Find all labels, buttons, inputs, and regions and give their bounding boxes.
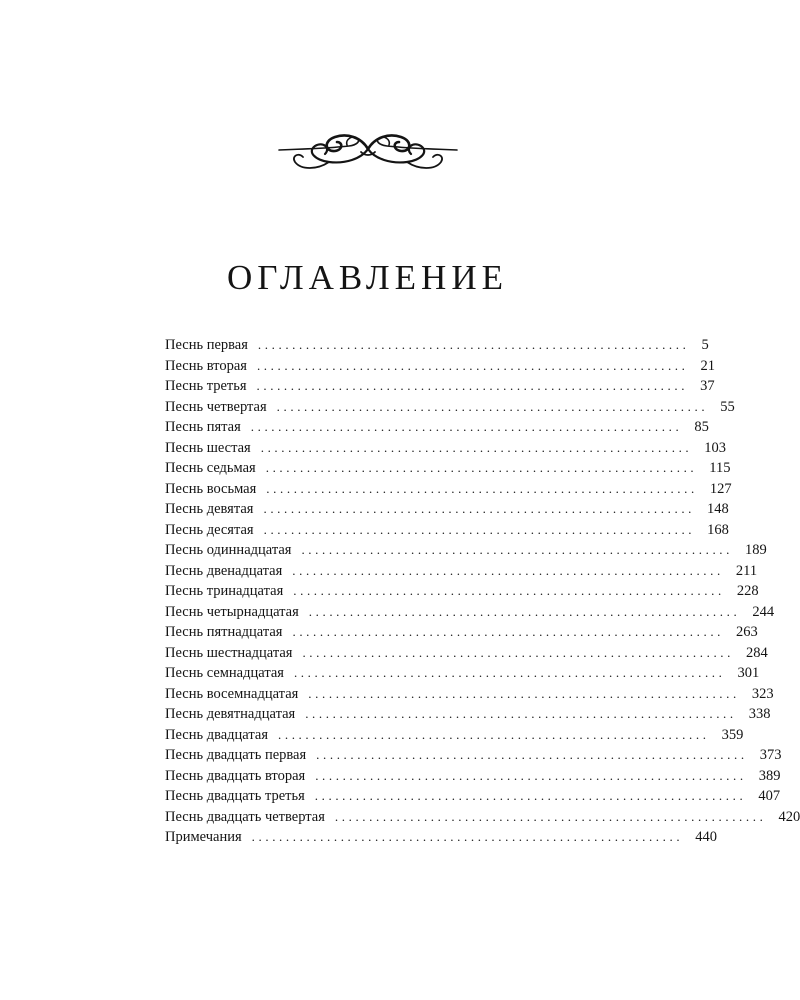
- toc-entry[interactable]: [165, 540, 767, 561]
- dot-leader: ...............................................................: [250, 419, 683, 434]
- toc-entry-title: Песнь тринадцатая: [165, 583, 284, 599]
- toc-entry-title: Песнь десятая: [165, 521, 254, 538]
- toc-entry[interactable]: [165, 786, 781, 807]
- toc-entry-page-number: 323: [751, 685, 774, 702]
- toc-entry-page-number: 21: [700, 357, 716, 374]
- toc-entry-title: Песнь четырнадцатая: [165, 603, 299, 620]
- dot-leader: ...............................................................: [334, 808, 767, 824]
- toc-entry[interactable]: [165, 602, 775, 623]
- toc-entry-page-number: 359: [721, 726, 744, 743]
- toc-entry-page-number: 338: [748, 706, 771, 722]
- dot-leader: ...............................................................: [257, 337, 690, 352]
- toc-entry[interactable]: [165, 643, 768, 664]
- toc-entry-page-number: 115: [709, 460, 731, 476]
- dot-leader: ...............................................................: [292, 624, 725, 639]
- toc-entry-page-number: 284: [746, 644, 768, 661]
- toc-entry-title: Песнь девятнадцатая: [165, 706, 296, 722]
- toc-entry-page-number: 228: [736, 583, 759, 599]
- toc-entry-title: Песнь девятая: [165, 501, 254, 517]
- toc-entry-title: Песнь третья: [165, 378, 247, 394]
- flourish-ornament-icon: [277, 128, 459, 174]
- toc-entry-page-number: 55: [720, 398, 735, 415]
- toc-entry-page-number: 301: [737, 665, 760, 681]
- toc-entry-page-number: 244: [752, 603, 775, 620]
- toc-entry-page-number: 37: [700, 378, 715, 394]
- dot-leader: ...............................................................: [292, 562, 724, 578]
- table-of-contents: [165, 335, 800, 848]
- dot-leader: ...............................................................: [266, 480, 698, 496]
- dot-leader: ...............................................................: [256, 378, 689, 393]
- dot-leader: ...............................................................: [276, 398, 709, 414]
- toc-entry-page-number: 263: [736, 624, 758, 640]
- toc-entry[interactable]: [165, 827, 717, 848]
- toc-entry-page-number: 211: [735, 562, 758, 579]
- toc-entry[interactable]: [165, 376, 715, 397]
- toc-entry[interactable]: [165, 499, 729, 520]
- dot-leader: ...............................................................: [260, 439, 693, 455]
- toc-entry-title: Песнь семнадцатая: [165, 665, 284, 681]
- toc-entry-title: Песнь одиннадцатая: [165, 542, 292, 558]
- dot-leader: ...............................................................: [302, 644, 735, 660]
- dot-leader: ...............................................................: [251, 829, 684, 844]
- dot-leader: ...............................................................: [301, 542, 734, 557]
- toc-entry[interactable]: [165, 622, 758, 643]
- dot-leader: ...............................................................: [316, 747, 748, 762]
- toc-entry-page-number: 5: [701, 337, 709, 353]
- toc-entry-page-number: 440: [695, 829, 717, 845]
- dot-leader: ...............................................................: [278, 726, 710, 742]
- toc-entry[interactable]: [165, 725, 744, 746]
- toc-entry[interactable]: [165, 561, 758, 582]
- toc-entry-page-number: 127: [709, 480, 732, 497]
- toc-entry[interactable]: [165, 438, 727, 459]
- toc-entry-title: Песнь шестнадцатая: [165, 644, 293, 661]
- toc-entry-page-number: 420: [778, 808, 800, 825]
- toc-entry-title: Песнь двадцать вторая: [165, 767, 306, 784]
- dot-leader: ...............................................................: [256, 357, 689, 373]
- toc-entry-page-number: 189: [745, 542, 767, 558]
- dot-leader: ...............................................................: [265, 460, 698, 475]
- toc-entry[interactable]: [165, 704, 771, 725]
- dot-leader: ...............................................................: [263, 521, 696, 537]
- dot-leader: ...............................................................: [314, 788, 747, 803]
- dot-leader: ...............................................................: [293, 665, 726, 680]
- toc-entry-title: Песнь вторая: [165, 357, 247, 374]
- toc-entry-title: Песнь пятая: [165, 419, 241, 435]
- dot-leader: ...............................................................: [308, 603, 741, 619]
- toc-entry[interactable]: [165, 766, 781, 787]
- toc-entry-page-number: 148: [707, 501, 729, 517]
- toc-entry[interactable]: [165, 807, 800, 828]
- dot-leader: ...............................................................: [305, 706, 737, 721]
- toc-entry[interactable]: [165, 397, 735, 418]
- dot-leader: ...............................................................: [308, 685, 740, 701]
- toc-entry-title: Песнь шестая: [165, 439, 251, 456]
- toc-entry-title: Песнь пятнадцатая: [165, 624, 283, 640]
- toc-entry-title: Песнь двадцатая: [165, 726, 268, 743]
- toc-entry-title: Песнь двадцать первая: [165, 747, 307, 763]
- dot-leader: ...............................................................: [315, 767, 747, 783]
- toc-entry-title: Песнь четвертая: [165, 398, 267, 415]
- toc-entry-page-number: 168: [707, 521, 729, 538]
- toc-entry-page-number: 373: [759, 747, 782, 763]
- toc-entry-title: Песнь двенадцатая: [165, 562, 283, 579]
- toc-entry[interactable]: [165, 520, 729, 541]
- toc-entry-page-number: 85: [694, 419, 709, 435]
- toc-entry-page-number: 389: [758, 767, 781, 784]
- toc-entry[interactable]: [165, 745, 782, 766]
- toc-entry-title: Песнь двадцать третья: [165, 788, 305, 804]
- toc-entry[interactable]: [165, 458, 731, 479]
- toc-entry[interactable]: [165, 417, 709, 438]
- toc-entry-title: Песнь восемнадцатая: [165, 685, 299, 702]
- toc-entry-title: Песнь первая: [165, 337, 248, 353]
- toc-entry-page-number: 407: [758, 788, 781, 804]
- toc-entry-title: Примечания: [165, 829, 242, 845]
- page-title: ОГЛАВЛЕНИЕ: [227, 258, 508, 297]
- dot-leader: ...............................................................: [293, 583, 725, 598]
- toc-entry-page-number: 103: [704, 439, 727, 456]
- toc-entry-title: Песнь восьмая: [165, 480, 257, 497]
- dot-leader: ...............................................................: [263, 501, 696, 516]
- toc-entry[interactable]: [165, 663, 760, 684]
- toc-entry-title: Песнь седьмая: [165, 460, 256, 476]
- toc-entry[interactable]: [165, 335, 709, 356]
- toc-entry[interactable]: [165, 479, 732, 500]
- toc-entry[interactable]: [165, 684, 774, 705]
- toc-entry[interactable]: [165, 356, 716, 377]
- toc-entry-title: Песнь двадцать четвертая: [165, 808, 325, 825]
- toc-entry[interactable]: [165, 581, 759, 602]
